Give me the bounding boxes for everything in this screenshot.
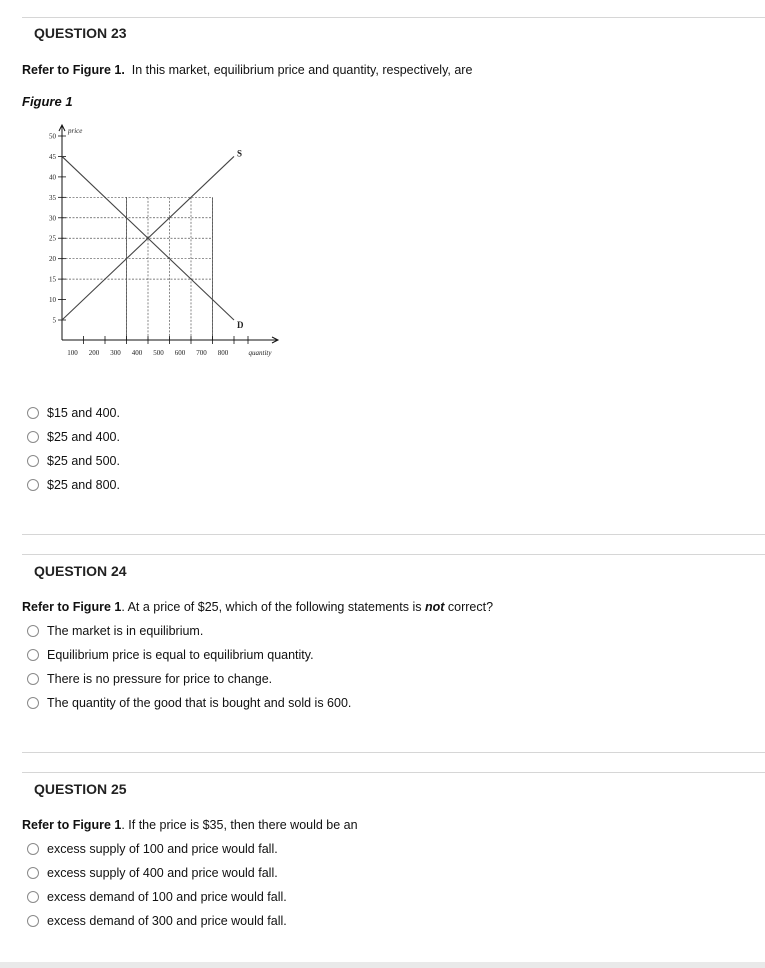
option-excess-demand-100[interactable]: excess demand of 100 and price would fall.: [27, 888, 287, 906]
option-quantity-600[interactable]: The quantity of the good that is bought and sold is 600.: [27, 694, 351, 712]
question-23-prompt: [22, 63, 472, 77]
option-price-equals-quantity[interactable]: Equilibrium price is equal to equilibrium quantity.: [27, 646, 314, 664]
radio-button[interactable]: [27, 407, 39, 419]
x-tick-label: 400: [131, 349, 143, 357]
radio-button[interactable]: [27, 843, 39, 855]
figure-reference: Refer to Figure 1: [22, 600, 122, 614]
question-24-prompt: Refer to Figure 1. At a price of $25, which of the following statements is not correct?: [22, 600, 494, 614]
emphasis-not: not: [424, 600, 445, 614]
radio-button[interactable]: [27, 455, 39, 467]
series-label-d: D: [237, 320, 244, 330]
x-tick-label: 100: [67, 349, 78, 357]
option-excess-demand-300[interactable]: excess demand of 300 and price would fall.: [27, 912, 287, 930]
x-tick-label: 800: [217, 349, 229, 357]
radio-button[interactable]: [27, 867, 39, 879]
divider: [22, 534, 765, 535]
option-market-equilibrium[interactable]: The market is in equilibrium.: [27, 622, 203, 640]
bottom-band: [0, 962, 765, 968]
option-no-pressure[interactable]: There is no pressure for price to change.: [27, 670, 272, 688]
y-tick-label: 50: [49, 132, 56, 141]
radio-button[interactable]: [27, 915, 39, 927]
radio-button[interactable]: [27, 431, 39, 443]
x-tick-label: 200: [88, 349, 100, 357]
divider: [22, 772, 765, 773]
y-tick-label: 35: [49, 193, 56, 202]
y-tick-label: 10: [49, 296, 56, 305]
figure-label: Figure 1: [22, 94, 73, 109]
y-tick-label: 40: [49, 173, 56, 182]
option-25-500[interactable]: $25 and 500.: [27, 452, 120, 470]
question-25-prompt: Refer to Figure 1. If the price is $35, then there would be an: [22, 818, 358, 832]
option-excess-supply-100[interactable]: excess supply of 100 and price would fall.: [27, 840, 278, 858]
y-tick-label: 45: [49, 152, 56, 161]
y-tick-label: 25: [49, 234, 56, 243]
radio-button[interactable]: [27, 625, 39, 637]
figure-reference: Refer to Figure 1: [22, 818, 122, 832]
option-25-800[interactable]: $25 and 800.: [27, 476, 120, 494]
x-tick-label: 700: [196, 349, 207, 357]
x-tick-label: 500: [153, 349, 164, 357]
divider: [22, 752, 765, 753]
y-tick-label: 20: [49, 255, 56, 264]
x-axis-label: quantity: [248, 349, 272, 357]
series-label-s: S: [237, 148, 243, 159]
divider: [22, 554, 765, 555]
y-axis-label: price: [68, 127, 83, 135]
question-25-title: QUESTION 25: [34, 781, 127, 797]
top-divider: [22, 17, 765, 18]
question-24-title: QUESTION 24: [34, 563, 127, 579]
figure-reference: Refer to Figure 1.: [22, 63, 125, 77]
question-23-title: QUESTION 23: [34, 25, 127, 41]
supply-demand-chart: [30, 118, 290, 368]
option-excess-supply-400[interactable]: excess supply of 400 and price would fall.: [27, 864, 278, 882]
radio-button[interactable]: [27, 673, 39, 685]
y-tick-label: 15: [49, 275, 56, 284]
x-tick-label: 300: [110, 349, 121, 357]
radio-button[interactable]: [27, 649, 39, 661]
x-tick-label: 600: [174, 349, 186, 357]
radio-button[interactable]: [27, 479, 39, 491]
radio-button[interactable]: [27, 891, 39, 903]
option-25-400[interactable]: $25 and 400.: [27, 428, 120, 446]
prompt-text: In this market, equilibrium price and quantity, respectively, are: [131, 63, 473, 77]
y-tick-label: 30: [49, 214, 56, 223]
option-15-400[interactable]: $15 and 400.: [27, 404, 120, 422]
radio-button[interactable]: [27, 697, 39, 709]
y-tick-label: 5: [52, 316, 56, 325]
